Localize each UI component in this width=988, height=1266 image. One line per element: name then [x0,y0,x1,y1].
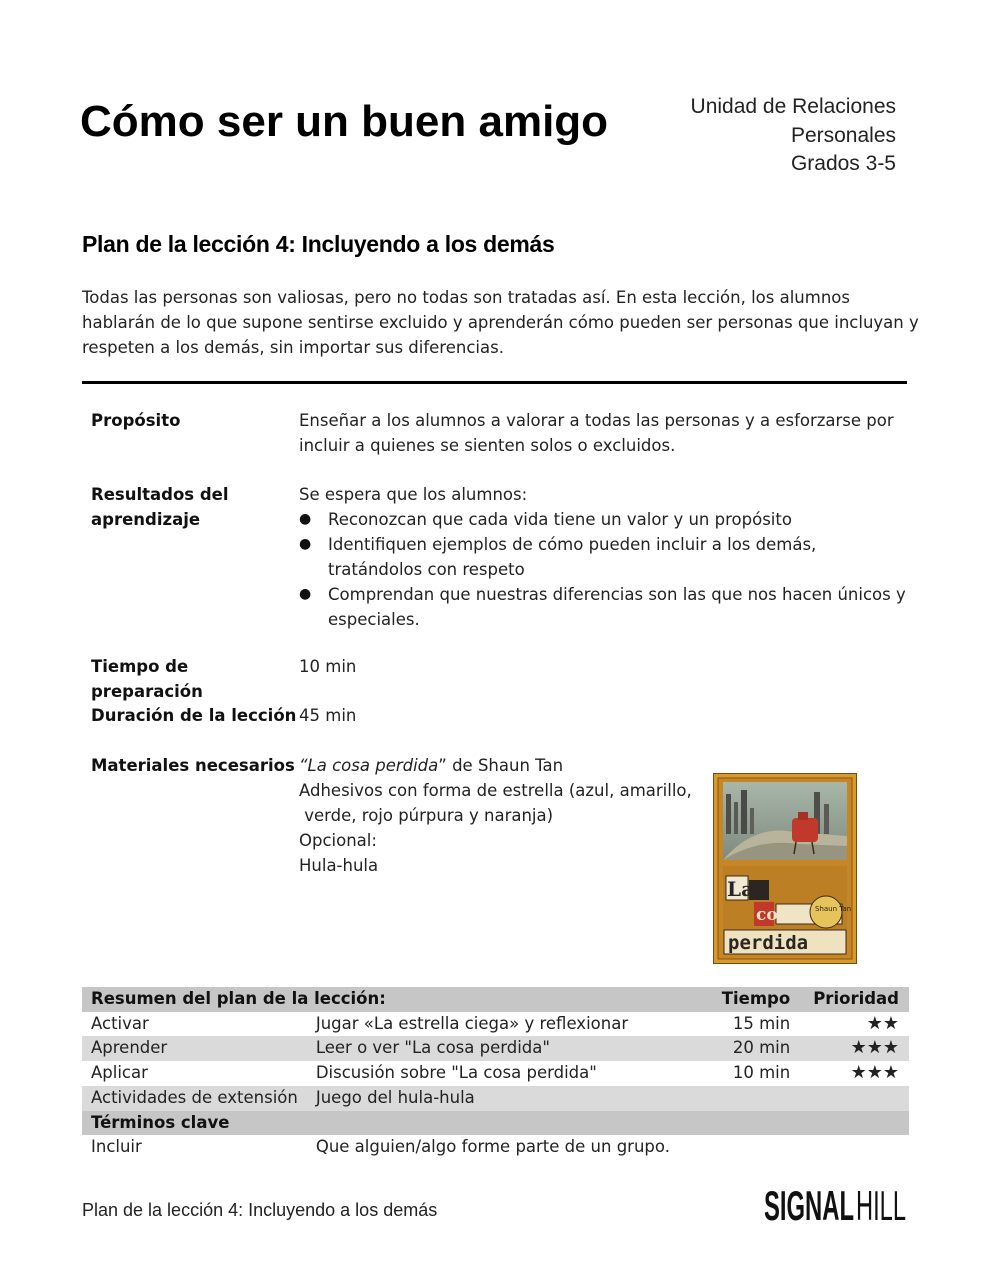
unit-info [691,93,896,179]
materials-item: verde, rojo púrpura y naranja) [299,806,554,825]
phase-cell: Actividades de extensión [82,1086,307,1111]
priority-cell: ★★★ [804,1036,909,1061]
cover-author: Shaun Tan [815,905,852,913]
activity-cell: Juego del hula-hula [307,1086,703,1111]
outcome-item: ● Reconozcan que cada vida tiene un valor y un propósito [299,507,907,532]
unit-line: Unidad de Relaciones [690,95,896,118]
outcomes-intro: Se espera que los alumnos: [299,485,528,504]
grade-line: Grados 3-5 [790,152,896,175]
phase-cell: Aprender [82,1036,307,1061]
outcomes-block [299,482,907,632]
signalhill-logo [764,1182,909,1230]
materials-item: Adhesivos con forma de estrella (azul, amarillo, [299,781,692,800]
book-title: “La cosa perdida [299,756,439,775]
lesson-summary-table [82,987,909,1160]
section-divider [82,381,907,384]
unit-line: Personales [790,123,896,147]
materials-list [299,753,699,878]
time-cell [702,1086,804,1111]
cover-word: perdida [728,932,809,954]
table-row [82,1012,909,1037]
cover-word: La [727,877,755,901]
table-row [82,1036,909,1061]
key-terms-header: Términos clave [82,1111,909,1136]
priority-header: Prioridad [804,987,909,1012]
book-author: ” de Shaun Tan [438,756,564,775]
footer-text: Plan de la lección 4: Incluyendo a los demás [82,1200,438,1220]
cover-word: cosa [756,905,799,925]
time-header: Tiempo [702,987,804,1012]
phase-cell: Activar [91,1013,149,1033]
materials-item: Hula-hula [299,856,379,875]
time-cell: 10 min [732,1063,791,1083]
materials-label: Materiales necesarios [91,756,295,775]
summary-header-row [82,987,909,1012]
term-cell: Incluir [91,1137,142,1157]
purpose-text: Enseñar a los alumnos a valorar a todas las personas y a esforzarse por incluir a quienes se sienten solos o excluidos. [299,411,894,455]
table-row [82,1086,909,1111]
book-cover-image [713,773,857,964]
materials-optional-label: Opcional: [299,831,377,850]
outcome-item: ● Comprendan que nuestras diferencias son las que nos hacen únicos y especiales. [299,582,907,632]
logo-text-signal: SIGNAL [764,1182,854,1229]
materials-book [299,753,699,778]
activity-cell: Discusión sobre "La cosa perdida" [315,1063,597,1083]
definition-cell: Que alguien/algo forme parte de un grupo. [315,1137,670,1157]
time-cell: 20 min [702,1036,804,1061]
table-row [82,1135,909,1160]
outcomes-label: Resultados del aprendizaje [91,485,229,529]
time-cell: 15 min [732,1013,791,1033]
page-title: Cómo ser un buen amigo [80,97,609,146]
lesson-heading: Plan de la lección 4: Incluyendo a los demás [82,231,555,257]
priority-cell: ★★ [866,1012,899,1034]
duration-label: Duración de la lección [91,706,297,725]
prep-time-label: Tiempo de preparación [91,657,203,701]
intro-paragraph: Todas las personas son valiosas, pero no todas son tratadas así. En esta lección, los alumnos hablarán de lo que supone sentirse excluido y aprenderán cómo pueden ser personas que incluyan y respeten a los demás, sin importar sus diferencias. [82,288,919,357]
prep-time-value: 10 min [299,657,357,676]
outcome-item: ● Identifiquen ejemplos de cómo pueden incluir a los demás, tratándolos con respeto [299,532,907,582]
activity-cell: Leer o ver "La cosa perdida" [307,1036,703,1061]
outcomes-list [299,507,907,632]
phase-cell: Aplicar [91,1063,148,1083]
logo-text-hill: HILL [856,1182,906,1229]
activity-cell: Jugar «La estrella ciega» y reflexionar [315,1013,629,1033]
priority-cell [804,1086,909,1111]
duration-value: 45 min [299,706,357,725]
table-row [82,1061,909,1086]
priority-cell: ★★★ [850,1062,899,1084]
summary-header: Resumen del plan de la lección: [82,987,702,1012]
key-terms-header-row [82,1111,909,1136]
purpose-label: Propósito [91,411,181,430]
